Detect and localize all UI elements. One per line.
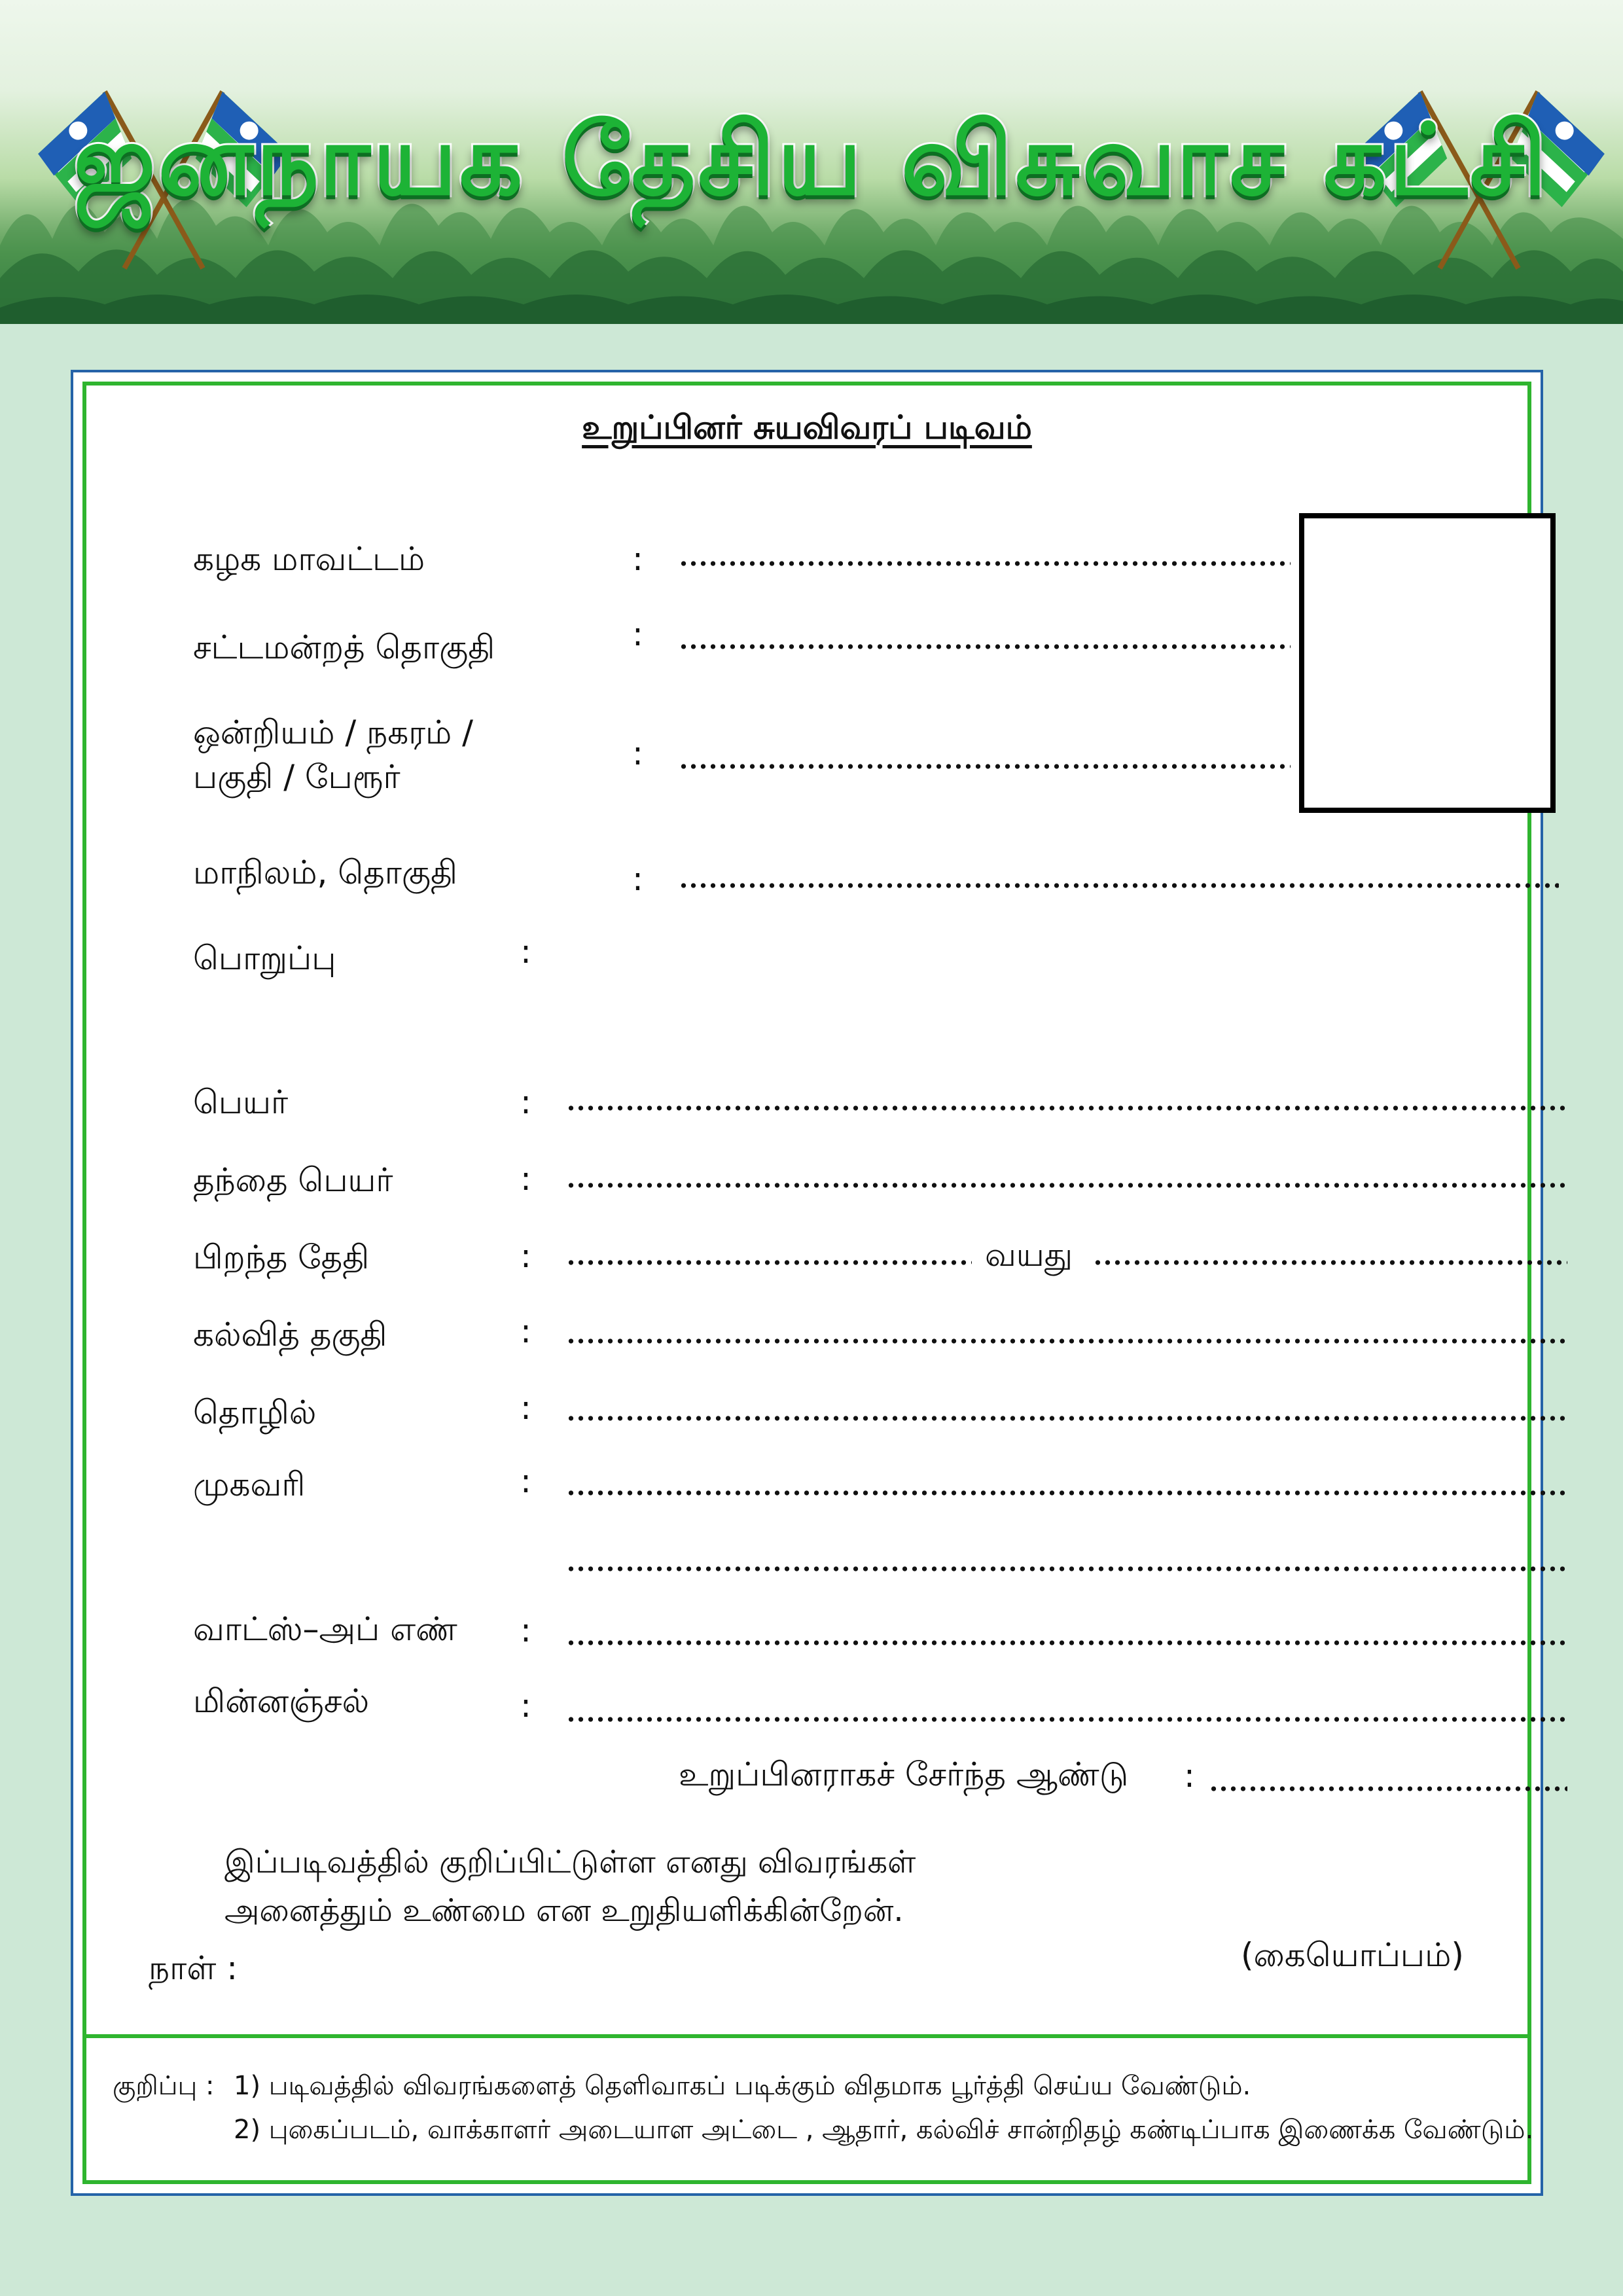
- colon: :: [520, 1160, 531, 1198]
- responsibility-label: பொறுப்பு: [193, 939, 336, 977]
- note-2: 2) புகைப்படம், வாக்காளர் அடையாள அட்டை , ஆதார், கல்விச் சான்றிதழ் கண்டிப்பாக இணைக்க வேண்டும்.: [234, 2115, 1534, 2145]
- dob-label: பிறந்த தேதி: [193, 1238, 370, 1276]
- colon: :: [632, 734, 643, 772]
- colon: :: [520, 1389, 531, 1427]
- colon: :: [632, 860, 643, 898]
- assembly-label: சட்டமன்றத் தொகுதி: [193, 628, 495, 666]
- colon: :: [520, 1083, 531, 1121]
- name-label: பெயர்: [193, 1083, 289, 1121]
- colon: :: [520, 1462, 531, 1500]
- email-label: மின்னஞ்சல்: [193, 1682, 370, 1720]
- joined-year-field[interactable]: [1209, 1786, 1567, 1791]
- education-label: கல்வித் தகுதி: [193, 1316, 387, 1354]
- colon: :: [520, 1611, 531, 1649]
- colon: :: [632, 540, 643, 578]
- education-field[interactable]: [566, 1338, 1567, 1344]
- form-frame-inner: [82, 382, 1534, 2184]
- dob-field[interactable]: [566, 1260, 972, 1265]
- declaration-line2: அனைத்தும் உண்மை என உறுதியளிக்கின்றேன்.: [224, 1892, 904, 1929]
- colon: :: [632, 615, 643, 653]
- father-name-label: தந்தை பெயர்: [193, 1161, 393, 1199]
- father-name-field[interactable]: [566, 1183, 1567, 1188]
- colon: :: [1184, 1757, 1195, 1795]
- age-label: வயது: [985, 1236, 1073, 1274]
- photo-box[interactable]: [1299, 513, 1556, 813]
- assembly-field[interactable]: [679, 644, 1291, 649]
- age-field[interactable]: [1093, 1260, 1567, 1265]
- party-banner: [0, 0, 1623, 324]
- occupation-label: தொழில்: [193, 1393, 317, 1431]
- whatsapp-field[interactable]: [566, 1640, 1567, 1645]
- union-label-line2: பகுதி / பேரூர்: [193, 758, 401, 796]
- declaration-line1: இப்படிவத்தில் குறிப்பிட்டுள்ள எனது விவரங்கள்: [224, 1844, 916, 1880]
- footer-divider: [86, 2034, 1527, 2038]
- address-label: முகவரி: [193, 1465, 306, 1503]
- date-label: நாள் :: [149, 1949, 238, 1987]
- note-label: குறிப்பு :: [113, 2071, 215, 2101]
- state-constituency-field[interactable]: [679, 883, 1559, 888]
- declaration: [224, 1838, 916, 1935]
- union-label-line1: ஒன்றியம் / நகரம் /: [193, 713, 474, 751]
- joined-year-label: உறுப்பினராகச் சேர்ந்த ஆண்டு: [679, 1755, 1129, 1793]
- form-frame-outer: [71, 370, 1543, 2196]
- whatsapp-label: வாட்ஸ்–அப் எண்: [193, 1610, 457, 1648]
- state-constituency-label: மாநிலம், தொகுதி: [193, 853, 458, 891]
- email-field[interactable]: [566, 1717, 1567, 1722]
- form-title: உறுப்பினர் சுயவிவரப் படிவம்: [582, 408, 1032, 446]
- signature-label: (கையொப்பம்): [1241, 1936, 1464, 1974]
- address-field-line1[interactable]: [566, 1490, 1567, 1496]
- name-field[interactable]: [566, 1105, 1567, 1111]
- address-field-line2[interactable]: [566, 1566, 1567, 1571]
- district-label: கழக மாவட்டம்: [193, 540, 425, 578]
- occupation-field[interactable]: [566, 1416, 1567, 1421]
- party-name: ஜனநாயக தேசிய விசுவாச கட்சி: [73, 103, 1550, 217]
- colon: :: [520, 1687, 531, 1725]
- colon: :: [520, 1312, 531, 1350]
- union-field[interactable]: [679, 764, 1291, 769]
- colon: :: [520, 933, 531, 971]
- note-1: 1) படிவத்தில் விவரங்களைத் தெளிவாகப் படிக்கும் விதமாக பூர்த்தி செய்ய வேண்டும்.: [234, 2071, 1251, 2101]
- colon: :: [520, 1237, 531, 1275]
- district-field[interactable]: [679, 561, 1291, 566]
